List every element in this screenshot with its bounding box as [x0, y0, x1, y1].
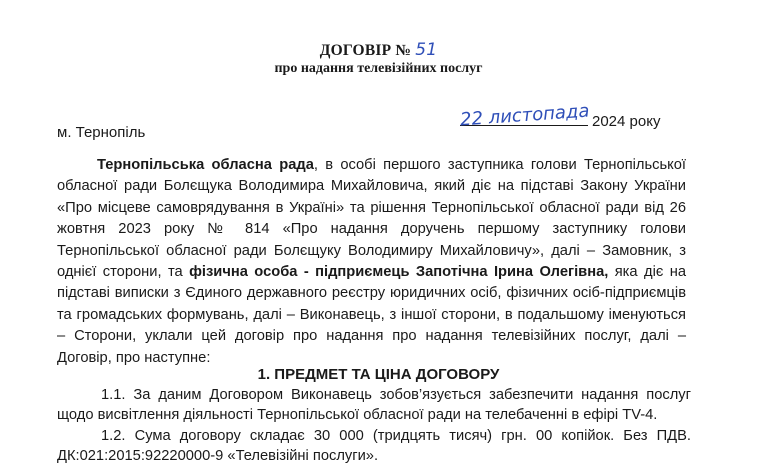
clause-1-2: [57, 426, 691, 466]
clause-1-2-text: 1.2. Сума договору складає 30 000 (тридцять тисяч) грн. 00 копійок. Без ПДВ. ДК:021:2015:92220000-9 «Телевізійні послуги».: [57, 428, 691, 464]
document-title: [0, 40, 757, 60]
contract-number-handwritten: 51: [415, 40, 438, 60]
date-underline: [459, 100, 591, 131]
document-subtitle: про надання телевізійних послуг: [274, 61, 483, 76]
section-heading: 1. ПРЕДМЕТ ТА ЦІНА ДОГОВОРУ: [257, 366, 500, 383]
party1-name: Тернопільська обласна рада: [97, 157, 314, 173]
city: м. Тернопіль: [57, 124, 146, 141]
preamble-text-2: яка діє на підставі виписки з Єдиного державного реєстру юридичних осіб, фізичних осіб-підприємців та громадських формувань, далі – Виконавець, з іншої сторони, в подальшому іменуються – Сторони, уклали цей договір про надання про надання телевізійних послуг, далі – Договір, про наступне:: [57, 264, 686, 366]
date-year: 2024 року: [592, 113, 661, 130]
preamble-paragraph: [57, 155, 686, 369]
date-handwritten: 22 листопада: [459, 100, 591, 131]
clause-1-1: [57, 385, 691, 425]
party2-name: фізична особа - підприємець Запотічна Ірина Олегівна,: [189, 264, 609, 281]
clause-1-1-text: 1.1. За даним Договором Виконавець зобов’язується забезпечити надання послуг щодо висвітлення діяльності Тернопільської обласної ради на телебаченні в ефірі TV-4.: [57, 387, 691, 423]
preamble-text-1: , в особі першого заступника голови Тернопільської обласної ради Болєщука Володимира Михайловича, який діє на підставі Закону України «Про місцеве самоврядування в Україні» та рішення Тернопільської обласної ради від 26 жовтня 2023 року № 814 «Про надання доручень першому заступнику голови Тернопільської обласної ради Болєщуку Володимиру Михайловичу», далі – Замовник, з однієї сторони, та: [57, 157, 686, 281]
title-prefix: ДОГОВІР №: [319, 42, 412, 59]
contract-date: [459, 100, 661, 131]
